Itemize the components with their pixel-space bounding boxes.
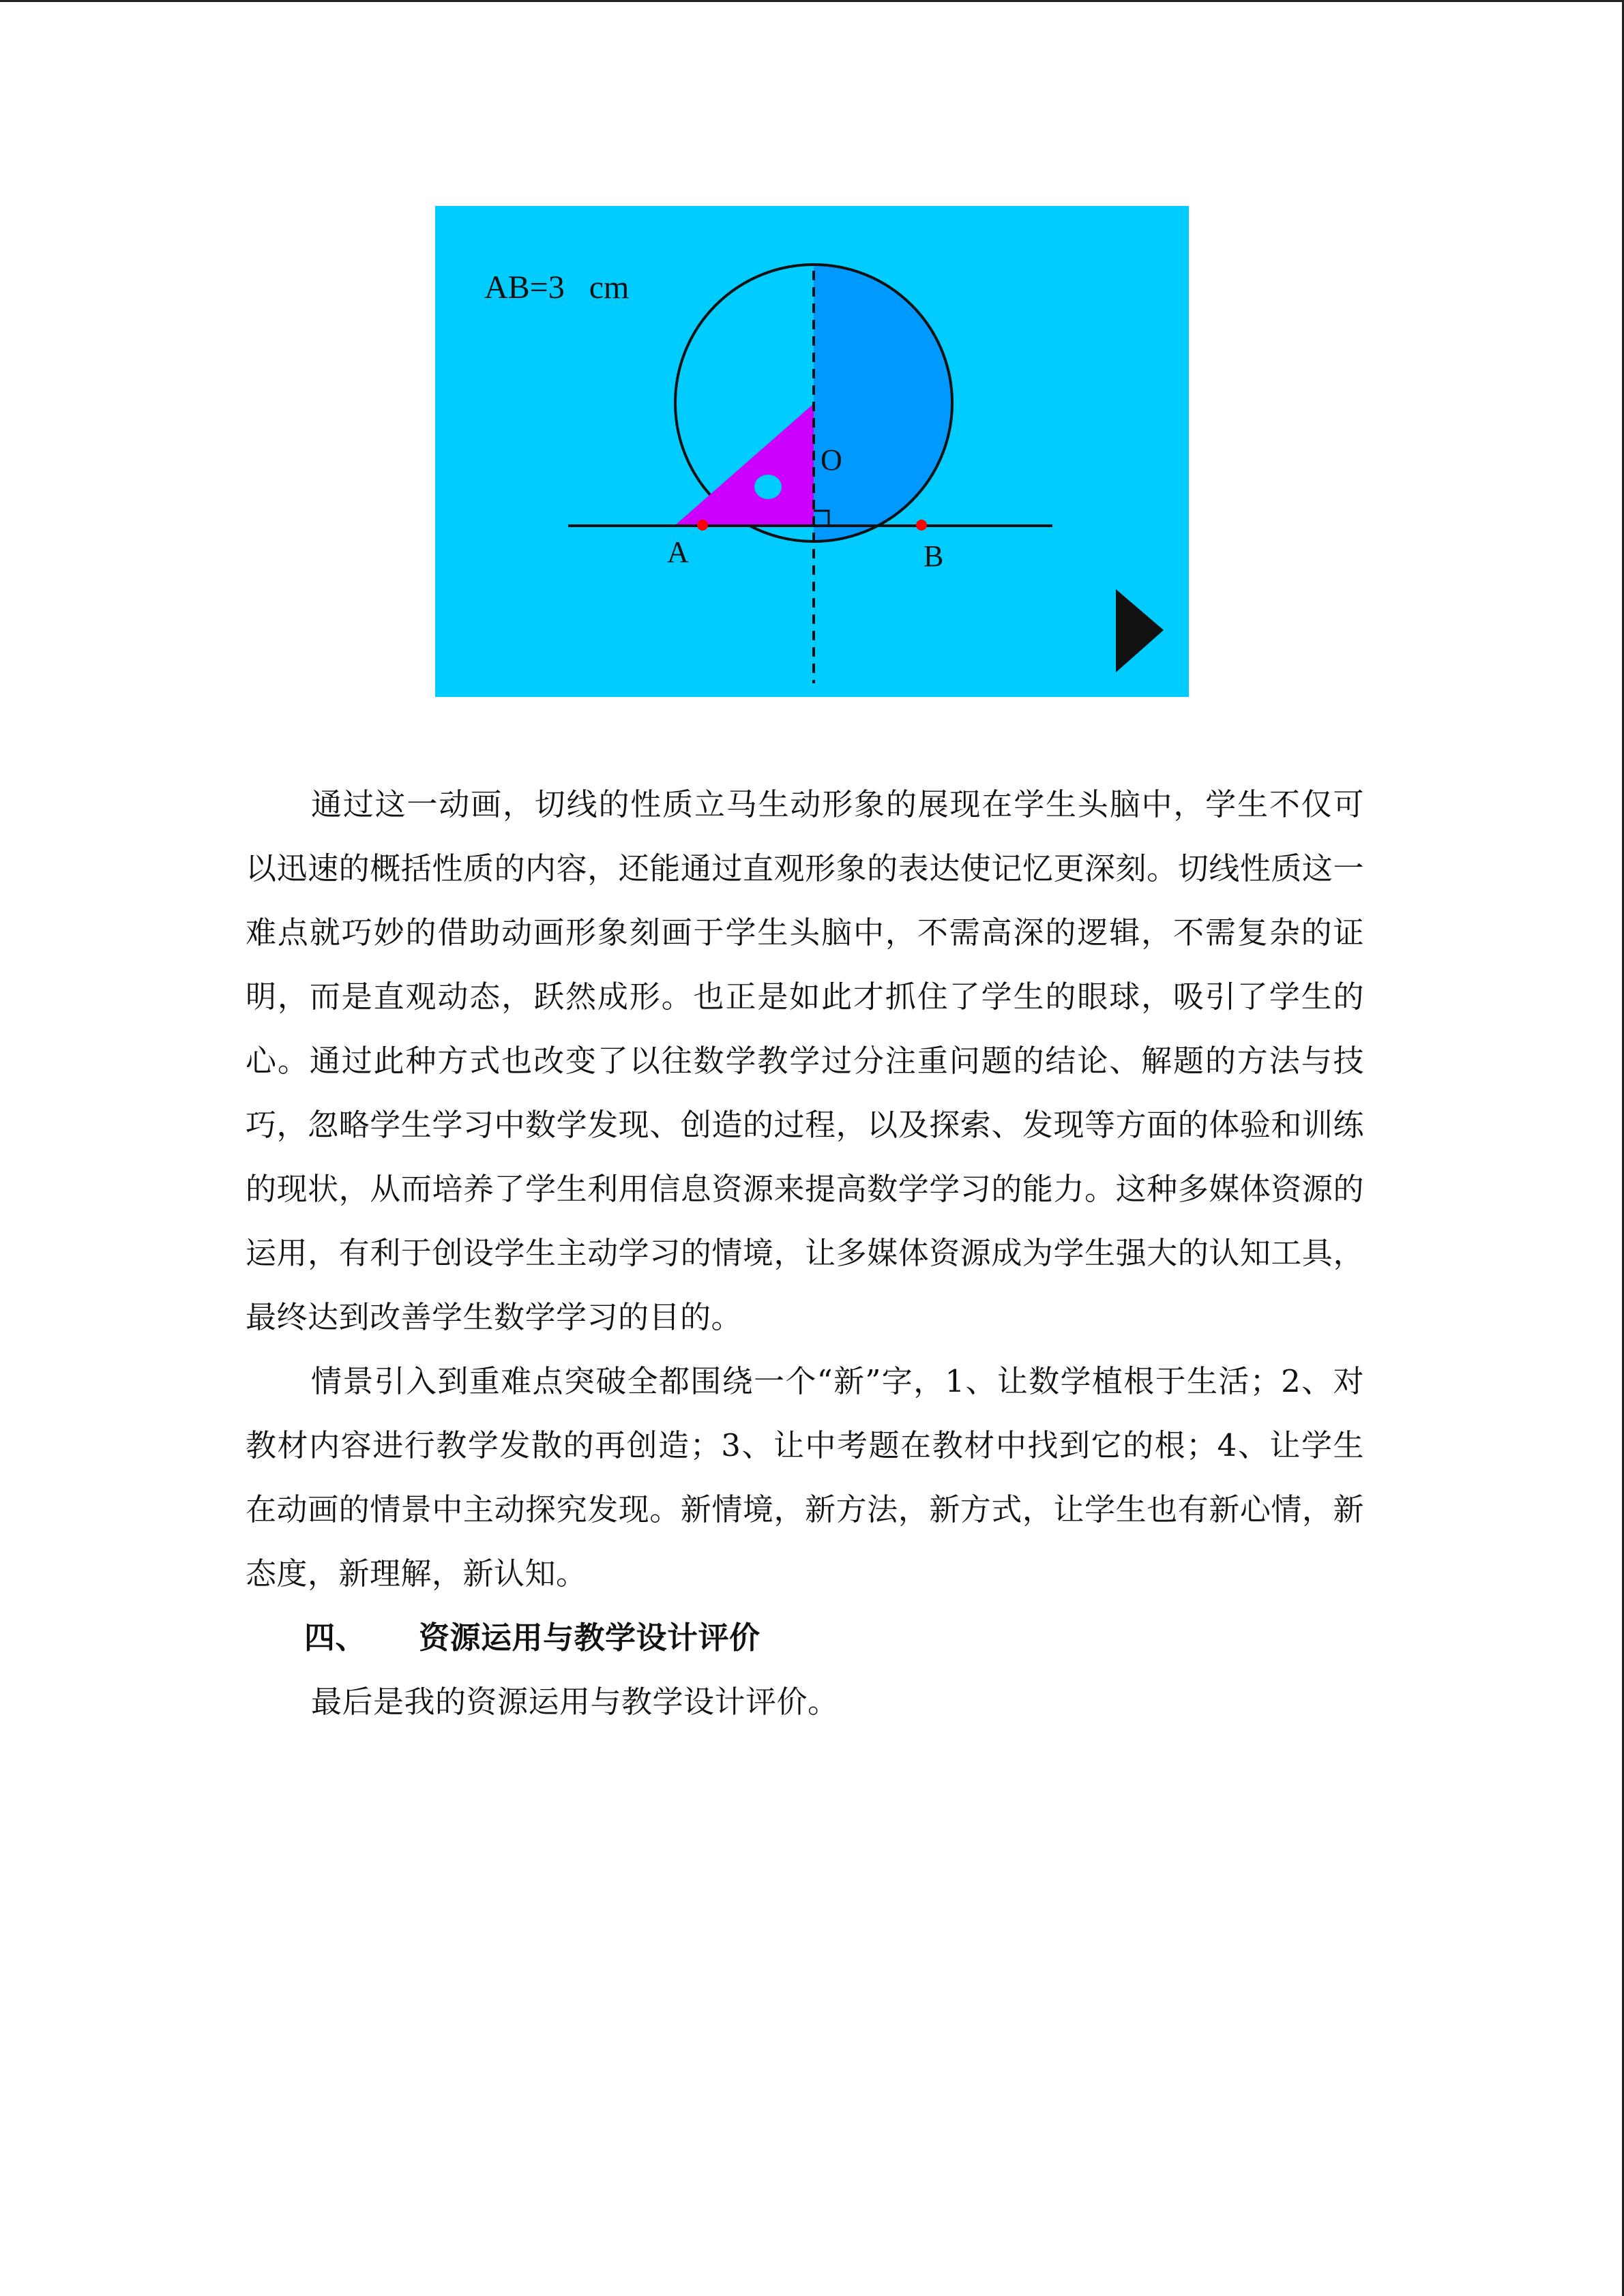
ab-length-label: AB=3 cm <box>484 269 630 305</box>
set-square-hole <box>754 475 782 499</box>
half-circle-fill <box>814 265 952 541</box>
tangent-animation-figure <box>435 206 1189 697</box>
paragraph-new-theme: 情景引入到重难点突破全都围绕一个“新”字，1、让数学植根于生活；2、对教材内容进行教学发散的再创造；3、让中考题在教材中找到它的根；4、让学生在动画的情景中主动探究发现。新情境，新方法，新方式，让学生也有新心情，新态度，新理解，新认知。 <box>246 1363 1364 1592</box>
document-body <box>246 773 1364 1734</box>
point-a-label: A <box>667 535 689 569</box>
section-heading <box>246 1606 1364 1670</box>
point-b-dot <box>916 520 927 531</box>
paragraph-animation-effect: 通过这一动画，切线的性质立马生动形象的展现在学生头脑中，学生不仅可以迅速的概括性质的内容，还能通过直观形象的表达使记忆更深刻。切线性质这一难点就巧妙的借助动画形象刻画于学生头脑中，不需高深的逻辑，不需复杂的证明，而是直观动态，跃然成形。也正是如此才抓住了学生的眼球，吸引了学生的心。通过此种方式也改变了以往数学教学过分注重问题的结论、解题的方法与技巧，忽略学生学习中数学发现、创造的过程，以及探索、发现等方面的体验和训练的现状，从而培养了学生利用信息资源来提高数学学习的能力。这种多媒体资源的运用，有利于创设学生主动学习的情境，让多媒体资源成为学生强大的认知工具，最终达到改善学生数学学习的目的。 <box>246 786 1364 1335</box>
paragraph-closing: 最后是我的资源运用与教学设计评价。 <box>311 1684 839 1720</box>
page-border-top <box>0 0 1624 2</box>
point-b-label: B <box>924 539 944 573</box>
point-a-dot <box>697 520 708 531</box>
play-arrow-icon[interactable] <box>1116 589 1164 672</box>
section-title: 资源运用与教学设计评价 <box>419 1620 761 1656</box>
figure-canvas <box>435 206 1189 697</box>
section-number: 四、 <box>304 1620 367 1656</box>
set-square-triangle <box>675 404 814 525</box>
center-o-label: O <box>821 443 842 477</box>
